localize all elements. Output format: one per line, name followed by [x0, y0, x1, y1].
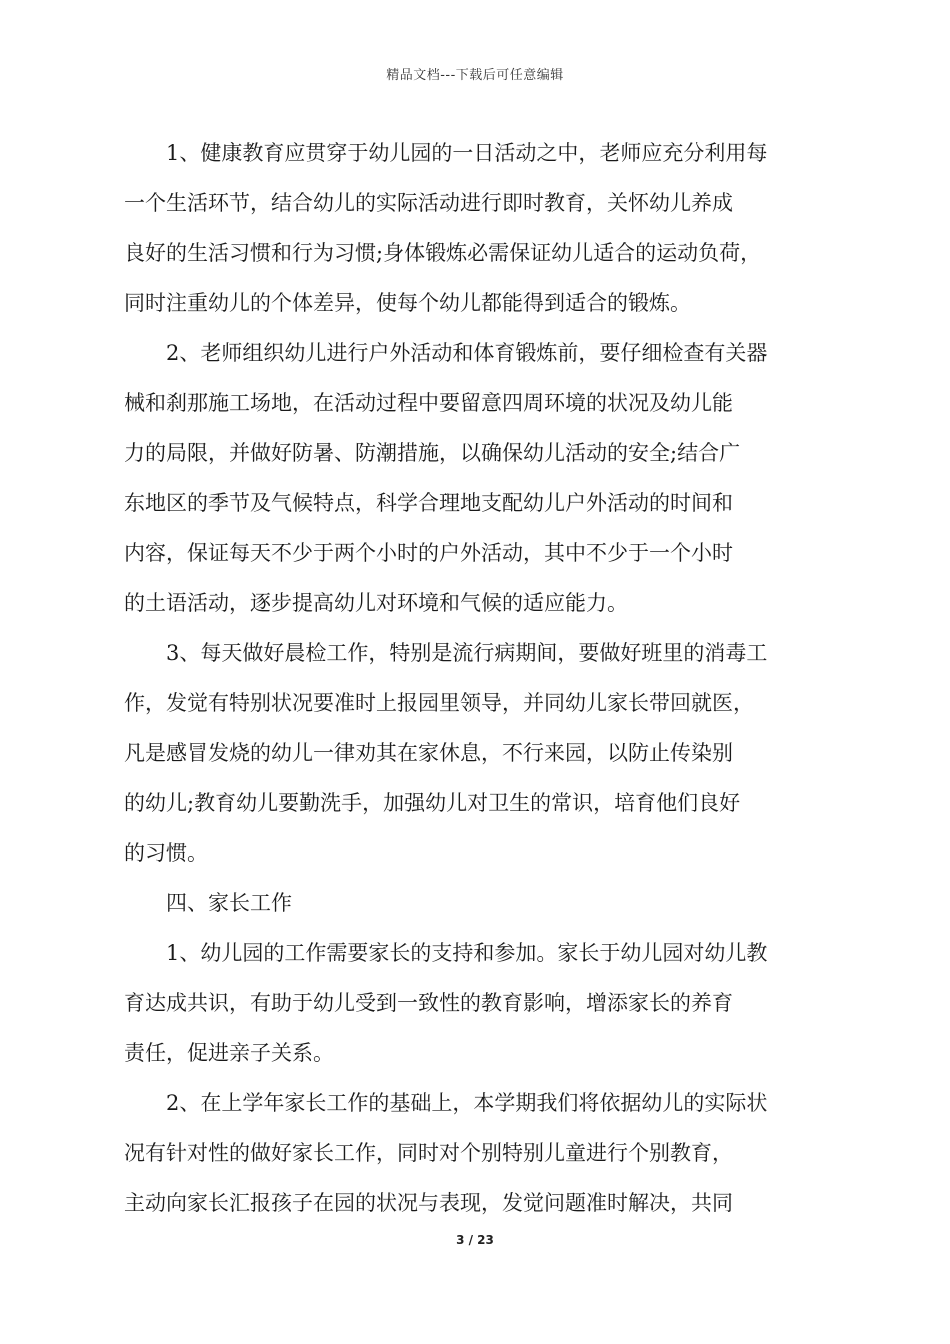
paragraph-parent-1: [124, 928, 813, 1078]
text-line: 的习惯。: [124, 841, 208, 865]
text-line: 同时注重幼儿的个体差异，使每个幼儿都能得到适合的锻炼。: [124, 291, 691, 315]
paragraph-health-3: [124, 628, 813, 878]
text-line: 力的局限，并做好防暑、防潮措施，以确保幼儿活动的安全;结合广: [124, 441, 741, 465]
paragraph-health-2: [124, 328, 813, 628]
document-body: [124, 128, 813, 1228]
text-line: 械和刹那施工场地，在活动过程中要留意四周环境的状况及幼儿能: [124, 391, 733, 415]
text-line: 2、老师组织幼儿进行户外活动和体育锻炼前，要仔细检查有关器: [166, 341, 768, 365]
text-line: 主动向家长汇报孩子在园的状况与表现，发觉问题准时解决，共同: [124, 1191, 733, 1215]
page-header: 精品文档---下载后可任意编辑: [386, 68, 564, 83]
text-line: 2、在上学年家长工作的基础上，本学期我们将依据幼儿的实际状: [166, 1091, 768, 1115]
text-line: 责任，促进亲子关系。: [124, 1041, 334, 1065]
page-number: 3 / 23: [456, 1233, 494, 1247]
text-line: 1、幼儿园的工作需要家长的支持和参加。家长于幼儿园对幼儿教: [166, 941, 768, 965]
paragraph-parent-2: [124, 1078, 813, 1228]
text-line: 育达成共识，有助于幼儿受到一致性的教育影响，增添家长的养育: [124, 991, 733, 1015]
text-line: 内容，保证每天不少于两个小时的户外活动，其中不少于一个小时: [124, 541, 733, 565]
text-line: 的幼儿;教育幼儿要勤洗手，加强幼儿对卫生的常识，培育他们良好: [124, 791, 741, 815]
text-line: 良好的生活习惯和行为习惯;身体锻炼必需保证幼儿适合的运动负荷，: [124, 241, 762, 265]
section-heading: 四、家长工作: [166, 891, 292, 915]
text-line: 1、健康教育应贯穿于幼儿园的一日活动之中，老师应充分利用每: [166, 141, 768, 165]
text-line: 一个生活环节，结合幼儿的实际活动进行即时教育，关怀幼儿养成: [124, 191, 733, 215]
text-line: 况有针对性的做好家长工作，同时对个别特别儿童进行个别教育，: [124, 1141, 733, 1165]
text-line: 凡是感冒发烧的幼儿一律劝其在家休息，不行来园，以防止传染别: [124, 741, 733, 765]
text-line: 作，发觉有特别状况要准时上报园里领导，并同幼儿家长带回就医，: [124, 691, 754, 715]
paragraph-health-1: [124, 128, 813, 328]
text-line: 的土语活动，逐步提高幼儿对环境和气候的适应能力。: [124, 591, 628, 615]
section-heading-parent-work: [145, 878, 813, 928]
text-line: 东地区的季节及气候特点，科学合理地支配幼儿户外活动的时间和: [124, 491, 733, 515]
text-line: 3、每天做好晨检工作，特别是流行病期间，要做好班里的消毒工: [166, 641, 768, 665]
